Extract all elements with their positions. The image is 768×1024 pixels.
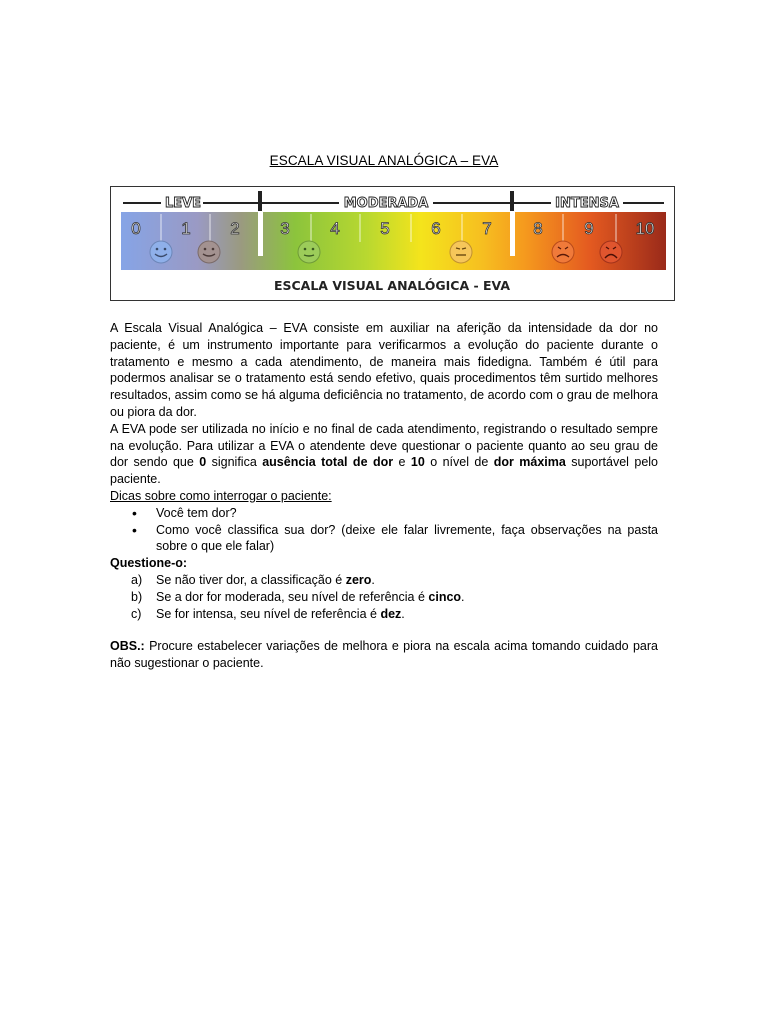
text-run: significa: [206, 455, 263, 470]
smile-face-icon: [198, 241, 220, 263]
text-run: Se for intensa, seu nível de referência é: [156, 606, 381, 621]
list-marker: c): [131, 606, 142, 621]
list-item: • Você tem dor?: [110, 505, 658, 522]
bold-text: zero: [345, 572, 372, 587]
scale-number: 2: [230, 219, 240, 238]
category-label: LEVE: [164, 196, 202, 211]
text-run: .: [401, 606, 405, 621]
list-item: [110, 606, 658, 623]
text-run: .: [371, 572, 375, 587]
category-label: INTENSA: [555, 196, 619, 211]
intro-paragraph: A Escala Visual Analógica – EVA consiste em auxiliar na aferição da intensidade da dor no paciente, é um instrumento importante para verificarmos a evolução do paciente durante o tratamento e mesmo a cada atendimento, de maneira mais fidedigna. Também é útil para podermos analisar se o tratamento está sendo efetivo, quais procedimentos têm surtido melhores resultados, assim como se há alguma deficiência no tratamento, de acordo com o grau de melhora ou piora da dor.: [110, 321, 658, 419]
scale-number: 7: [482, 219, 492, 238]
text-run: o nível de: [424, 455, 494, 470]
pain-scale-figure: [110, 186, 675, 301]
list-marker: b): [131, 589, 143, 604]
list-marker: a): [131, 572, 143, 587]
list-item: • Como você classifica sua dor? (deixe ele falar livremente, faça observações na pasta sobre o que ele falar): [110, 522, 658, 556]
spacer: [110, 622, 658, 638]
neutral-face-icon: [450, 241, 472, 263]
list-item: [110, 589, 658, 606]
page-title: ESCALA VISUAL ANALÓGICA – EVA: [269, 153, 499, 168]
obs-label: OBS.:: [110, 639, 145, 654]
scale-caption: ESCALA VISUAL ANALÓGICA - EVA: [273, 278, 511, 293]
document-body: [110, 320, 658, 672]
text-run: suportável pelo paciente.: [110, 455, 659, 487]
text-run: Procure estabelecer variações de melhora e piora na escala acima tomando cuidado para não sugestionar o paciente.: [110, 639, 658, 671]
divider-white: [510, 212, 515, 256]
scale-number: 1: [181, 219, 191, 238]
scale-number: 10: [635, 219, 655, 238]
scale-number: 9: [584, 219, 594, 238]
scale-number: 3: [280, 219, 290, 238]
sad-face-icon: [552, 241, 574, 263]
scale-number: 6: [431, 219, 441, 238]
usage-paragraph: [110, 421, 658, 488]
bold-text: cinco: [428, 589, 462, 604]
smile-face-icon: [150, 241, 172, 263]
obs-paragraph: [110, 638, 658, 672]
scale-number: 0: [131, 219, 141, 238]
bold-text: dor máxima: [493, 455, 566, 470]
divider-post: [510, 191, 514, 211]
text-run: Se não tiver dor, a classificação é: [156, 572, 346, 587]
bold-text: dez: [380, 606, 402, 621]
text-run: A EVA pode ser utilizada no início e no final de cada atendimento, registrando o resultado sempre na evolução. Para utilizar a EVA o atendente deve questionar o paciente quanto ao seu grau de dor sendo que: [110, 421, 658, 470]
pain-scale-graphic: [111, 187, 674, 300]
scale-number: 8: [533, 219, 543, 238]
tips-list: [110, 505, 658, 555]
bold-text: 0: [199, 455, 207, 470]
divider-post: [258, 191, 262, 211]
scale-number: 5: [380, 219, 390, 238]
text-run: e: [393, 455, 411, 470]
bold-text: 10: [410, 455, 425, 470]
tips-heading: Dicas sobre como interrogar o paciente:: [110, 488, 332, 503]
text-run: .: [461, 589, 465, 604]
list-item: [110, 572, 658, 589]
sad-face-icon: [600, 241, 622, 263]
question-heading: Questione-o:: [110, 556, 188, 571]
neutral-face-icon: [298, 241, 320, 263]
bold-text: ausência total de dor: [262, 455, 394, 470]
scale-number: 4: [330, 219, 340, 238]
text-run: Se a dor for moderada, seu nível de referência é: [156, 589, 429, 604]
questions-list: [110, 572, 658, 622]
category-label: MODERADA: [343, 196, 429, 211]
divider-white: [258, 212, 263, 256]
